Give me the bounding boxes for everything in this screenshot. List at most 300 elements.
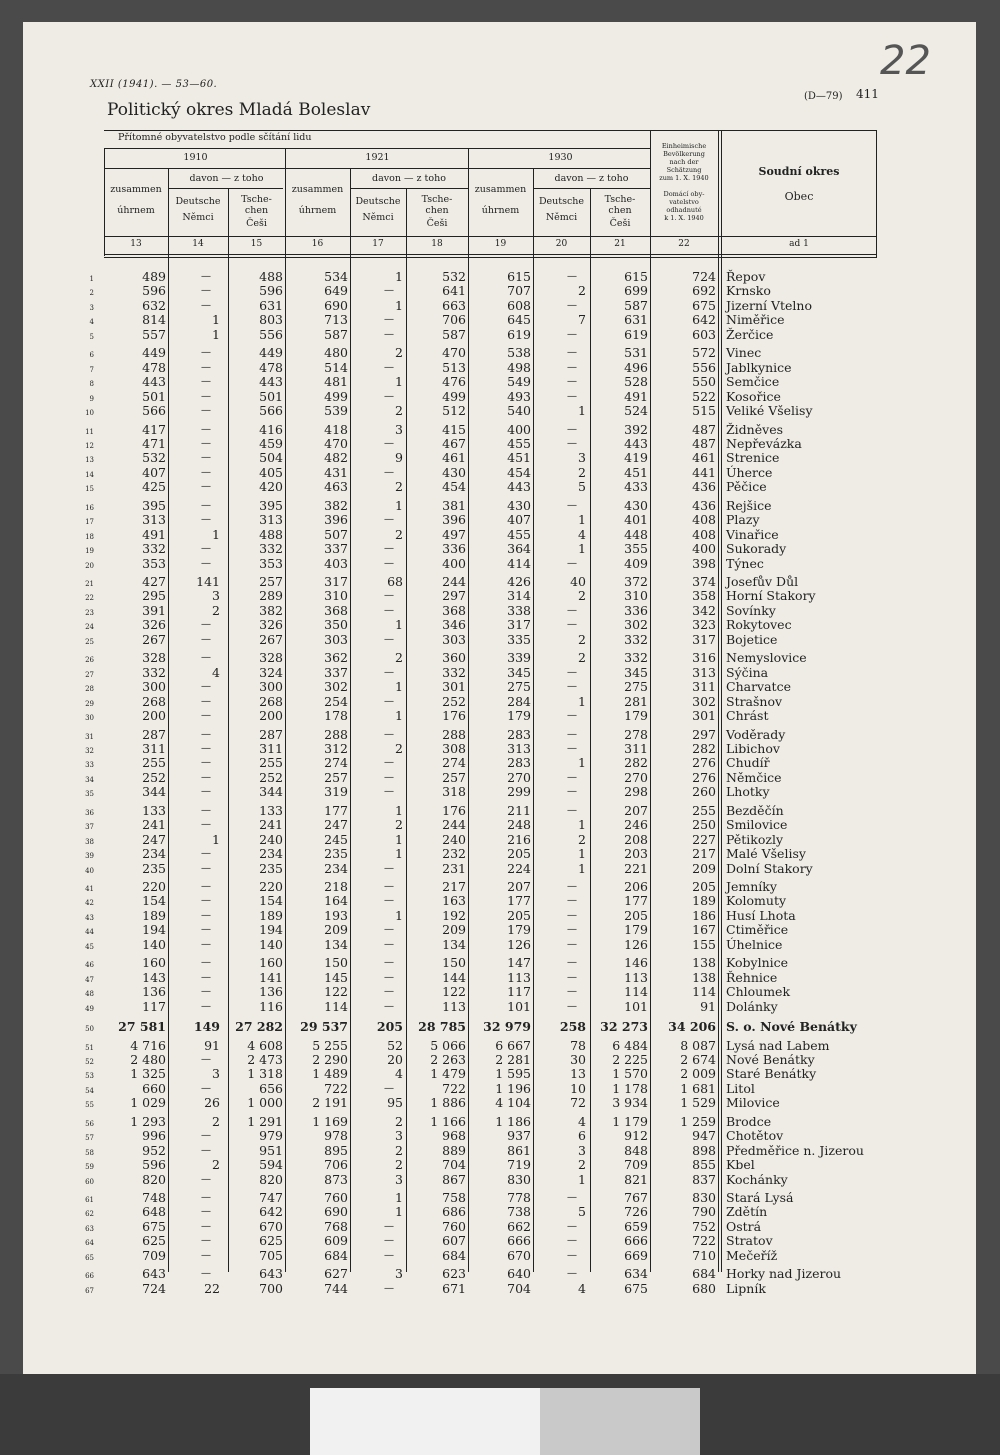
val-1930-german: — — [567, 619, 577, 631]
val-1940-estimate: 790 — [692, 1204, 716, 1220]
val-1940-estimate: 34 206 — [668, 1019, 716, 1035]
val-1910-czech: 449 — [259, 345, 283, 361]
val-1910-total: 194 — [142, 922, 166, 938]
val-1910-german: 3 — [212, 588, 220, 604]
val-1940-estimate: 441 — [692, 464, 716, 480]
val-1910-czech: 324 — [259, 664, 283, 680]
val-1930-german: — — [567, 971, 577, 983]
val-1921-total: 895 — [324, 1142, 348, 1158]
val-1921-german: 95 — [387, 1095, 403, 1111]
val-1921-total: 873 — [324, 1171, 348, 1187]
row-number: 2 — [89, 289, 94, 298]
val-1910-czech: 267 — [259, 631, 283, 647]
val-1921-czech: 623 — [442, 1266, 466, 1282]
val-1910-total: 313 — [142, 512, 166, 528]
chen-header: chen — [608, 205, 632, 216]
val-1910-german: — — [201, 938, 211, 950]
val-1921-czech: 400 — [442, 555, 466, 571]
val-1940-estimate: 282 — [692, 740, 716, 756]
val-1910-german: 1 — [212, 326, 220, 342]
val-1921-czech: 532 — [442, 269, 466, 284]
row-number: 65 — [85, 1253, 94, 1262]
row-number: 63 — [85, 1224, 94, 1233]
row-number: 14 — [85, 470, 94, 479]
val-1930-czech: 912 — [624, 1128, 648, 1144]
col-number: 21 — [614, 239, 626, 249]
val-1930-czech: 332 — [624, 631, 648, 647]
row-number: 10 — [85, 409, 94, 418]
val-1921-total: 312 — [324, 740, 348, 756]
val-1910-total: 133 — [142, 802, 166, 818]
val-1921-total: 368 — [324, 602, 348, 618]
val-1930-german: 40 — [570, 574, 586, 589]
val-1921-total: 482 — [324, 450, 348, 466]
val-1930-czech: 282 — [624, 755, 648, 771]
val-1930-czech: 1 570 — [612, 1066, 648, 1082]
val-1910-total: 267 — [142, 631, 166, 647]
val-1921-german: — — [384, 604, 394, 616]
val-1921-total: 5 255 — [312, 1037, 348, 1053]
val-1910-total: 300 — [142, 679, 166, 695]
row-number: 34 — [85, 775, 94, 784]
val-1921-total: 317 — [324, 574, 348, 589]
val-1910-czech: 488 — [259, 269, 283, 284]
val-1930-total: 205 — [507, 907, 531, 923]
table-caption: Přítomné obyvatelstvo podle sčítání lidu — [118, 132, 312, 143]
val-1930-german: — — [567, 1192, 577, 1203]
municipality-name: Chrást — [726, 708, 769, 724]
val-1940-estimate: 461 — [692, 450, 716, 466]
municipality-name: Bojetice — [726, 631, 778, 647]
val-1921-german: — — [384, 1000, 394, 1012]
val-1930-total: 6 667 — [495, 1037, 531, 1053]
rule — [104, 254, 877, 255]
val-1910-total: 471 — [142, 435, 166, 451]
val-1921-total: 193 — [324, 907, 348, 923]
val-1930-czech: 302 — [624, 617, 648, 633]
val-1921-german: — — [384, 1220, 394, 1232]
val-1921-german: 205 — [376, 1019, 403, 1035]
val-1930-czech: 821 — [624, 1171, 648, 1187]
municipality-name: Staré Benátky — [726, 1066, 817, 1082]
val-1940-estimate: 724 — [692, 269, 716, 284]
val-1930-total: 147 — [507, 955, 531, 971]
val-1921-czech: 176 — [442, 708, 466, 724]
val-1940-estimate: 830 — [692, 1190, 716, 1205]
val-1940-estimate: 313 — [692, 664, 716, 680]
val-1921-czech: 122 — [442, 984, 466, 1000]
val-1910-total: 1 293 — [130, 1113, 166, 1129]
val-1910-german: — — [201, 757, 211, 769]
val-1930-czech: 675 — [624, 1280, 648, 1296]
val-1930-total: 619 — [507, 326, 531, 342]
row-number: 31 — [85, 732, 94, 741]
val-1910-czech: 287 — [259, 726, 283, 742]
val-1921-german: 1 — [395, 617, 403, 633]
table-top-rule — [104, 130, 877, 131]
val-1921-total: 760 — [324, 1190, 348, 1205]
val-1910-german: — — [201, 924, 211, 936]
val-1921-total: 1 169 — [312, 1113, 348, 1129]
val-1930-total: 640 — [507, 1266, 531, 1282]
val-1921-german: — — [384, 328, 394, 340]
val-1930-total: 861 — [507, 1142, 531, 1158]
val-1940-estimate: 408 — [692, 526, 716, 542]
val-1921-german: — — [384, 757, 394, 769]
val-1930-total: 830 — [507, 1171, 531, 1187]
val-1910-total: 407 — [142, 464, 166, 480]
row-number: 59 — [85, 1163, 94, 1172]
val-1921-german: — — [384, 957, 394, 969]
row-number: 48 — [85, 990, 94, 999]
val-1910-german: — — [201, 819, 211, 831]
row-number: 20 — [85, 561, 94, 570]
col-number: 17 — [372, 239, 384, 249]
val-1921-total: 288 — [324, 726, 348, 742]
val-1930-total: 283 — [507, 755, 531, 771]
domaci-header: Domácí oby- vatelstvo odhadnuté k 1. X. 1940 — [663, 190, 705, 222]
val-1910-czech: 459 — [259, 435, 283, 451]
val-1910-total: 234 — [142, 846, 166, 862]
municipality-name: Ctiměřice — [726, 922, 789, 938]
val-1930-german: — — [567, 557, 577, 569]
val-1921-total: 150 — [324, 955, 348, 971]
val-1930-czech: 448 — [624, 526, 648, 542]
val-1930-czech: 528 — [624, 374, 648, 390]
val-1910-total: 427 — [142, 574, 166, 589]
val-1910-total: 952 — [142, 1142, 166, 1158]
val-1930-total: 338 — [507, 602, 531, 618]
val-1921-total: 684 — [324, 1247, 348, 1263]
val-1930-german: 72 — [570, 1095, 586, 1111]
municipality-name: Stará Lysá — [726, 1190, 794, 1205]
val-1921-czech: 303 — [442, 631, 466, 647]
val-1921-total: 257 — [324, 769, 348, 785]
val-1930-total: 248 — [507, 817, 531, 833]
val-1930-german: — — [567, 361, 577, 373]
val-1921-german: — — [384, 728, 394, 740]
row-number: 23 — [85, 608, 94, 617]
val-1930-german: 4 — [578, 526, 586, 542]
val-1940-estimate: 722 — [692, 1233, 716, 1249]
val-1910-total: 136 — [142, 984, 166, 1000]
val-1910-total: 449 — [142, 345, 166, 361]
val-1921-total: 274 — [324, 755, 348, 771]
val-1910-german: 141 — [196, 574, 220, 589]
val-1910-czech: 501 — [259, 388, 283, 404]
val-1930-czech: 208 — [624, 831, 648, 847]
row-number: 1 — [89, 275, 94, 283]
val-1930-czech: 246 — [624, 817, 648, 833]
row-number: 11 — [85, 427, 94, 436]
val-1930-german: 6 — [578, 1128, 586, 1144]
val-1910-german: — — [201, 1173, 211, 1185]
val-1930-total: 426 — [507, 574, 531, 589]
municipality-name: Kochánky — [726, 1171, 788, 1187]
val-1910-german: — — [201, 681, 211, 693]
val-1910-total: 295 — [142, 588, 166, 604]
val-1921-german: 2 — [395, 1142, 403, 1158]
val-1910-german: — — [201, 986, 211, 998]
val-1940-estimate: 400 — [692, 541, 716, 557]
row-number: 6 — [89, 351, 94, 360]
val-1921-czech: 5 066 — [430, 1037, 466, 1053]
val-1930-german: 1 — [578, 1171, 586, 1187]
val-1921-total: 507 — [324, 526, 348, 542]
val-1930-german: — — [567, 1249, 577, 1261]
val-1921-total: 587 — [324, 326, 348, 342]
section-code: (D—79) — [804, 91, 843, 102]
val-1910-total: 200 — [142, 708, 166, 724]
row-number: 15 — [85, 485, 94, 494]
val-1921-german: — — [384, 695, 394, 707]
row-number: 57 — [85, 1134, 94, 1143]
val-1930-czech: 336 — [624, 602, 648, 618]
val-1921-german: 2 — [395, 1113, 403, 1129]
val-1910-german: 1 — [212, 831, 220, 847]
uhrnem-header: úhrnem — [117, 205, 155, 216]
obec-header: Obec — [784, 190, 814, 203]
val-1930-total: 400 — [507, 421, 531, 437]
municipality-name: Nemyslovice — [726, 650, 807, 666]
val-1921-german: — — [384, 314, 394, 326]
val-1921-czech: 176 — [442, 802, 466, 818]
page-number: 411 — [856, 87, 879, 101]
val-1921-german: — — [384, 514, 394, 526]
val-1921-total: 481 — [324, 374, 348, 390]
val-1921-german: — — [384, 666, 394, 678]
val-1910-czech: 420 — [259, 479, 283, 495]
val-1930-total: 179 — [507, 922, 531, 938]
col-number: 20 — [555, 239, 568, 249]
val-1910-total: 557 — [142, 326, 166, 342]
val-1940-estimate: 692 — [692, 283, 716, 299]
val-1921-total: 431 — [324, 464, 348, 480]
row-number: 61 — [85, 1196, 94, 1204]
row-number: 9 — [89, 394, 94, 403]
val-1940-estimate: 8 087 — [680, 1037, 716, 1053]
val-1930-czech: 709 — [624, 1157, 648, 1173]
municipality-name: Nepřevázka — [726, 435, 802, 451]
val-1910-czech: 311 — [259, 740, 283, 756]
val-1921-total: 1 489 — [312, 1066, 348, 1082]
val-1921-total: 978 — [324, 1128, 348, 1144]
val-1921-czech: 360 — [442, 650, 466, 666]
val-1910-czech: 951 — [259, 1142, 283, 1158]
val-1910-german: — — [201, 466, 211, 478]
val-1930-czech: 126 — [624, 936, 648, 952]
val-1921-german: — — [384, 437, 394, 449]
val-1921-czech: 686 — [442, 1204, 466, 1220]
val-1930-czech: 491 — [624, 388, 648, 404]
davon-header: davon — z toho — [554, 173, 629, 184]
row-number: 51 — [85, 1043, 94, 1052]
val-1910-czech: 332 — [259, 541, 283, 557]
val-1930-total: 778 — [507, 1190, 531, 1205]
row-number: 66 — [85, 1272, 94, 1281]
val-1921-czech: 671 — [442, 1280, 466, 1296]
val-1930-total: 224 — [507, 860, 531, 876]
val-1921-czech: 134 — [442, 936, 466, 952]
val-1930-czech: 443 — [624, 435, 648, 451]
year-1921: 1921 — [365, 152, 390, 163]
val-1910-total: 332 — [142, 664, 166, 680]
val-1910-czech: 700 — [259, 1280, 283, 1296]
val-1930-czech: 1 178 — [612, 1080, 648, 1096]
val-1930-german: 3 — [578, 1142, 586, 1158]
val-1930-german: — — [567, 938, 577, 950]
rule — [533, 188, 650, 189]
val-1910-german: — — [201, 633, 211, 645]
val-1930-total: 207 — [507, 879, 531, 894]
val-1940-estimate: 186 — [692, 907, 716, 923]
val-1921-total: 609 — [324, 1233, 348, 1249]
val-1921-german: 1 — [395, 679, 403, 695]
val-1921-german: 2 — [395, 650, 403, 666]
val-1940-estimate: 302 — [692, 693, 716, 709]
val-1930-total: 32 979 — [483, 1019, 531, 1035]
val-1930-total: 414 — [507, 555, 531, 571]
val-1921-german: — — [384, 390, 394, 402]
val-1921-czech: 144 — [442, 969, 466, 985]
val-1910-german: — — [201, 390, 211, 402]
row-number: 33 — [85, 761, 94, 770]
cesi-header: Češi — [426, 218, 448, 229]
val-1930-german: — — [567, 271, 577, 282]
municipality-name: Řepov — [726, 269, 766, 284]
val-1921-german: 2 — [395, 345, 403, 361]
val-1910-german: 2 — [212, 1113, 220, 1129]
val-1910-czech: 803 — [259, 312, 283, 328]
val-1921-czech: 867 — [442, 1171, 466, 1187]
val-1940-estimate: 408 — [692, 512, 716, 528]
val-1910-total: 425 — [142, 479, 166, 495]
val-1921-german: — — [384, 361, 394, 373]
val-1910-total: 489 — [142, 269, 166, 284]
municipality-name: Sukorady — [726, 541, 787, 557]
val-1921-german: — — [384, 466, 394, 478]
page-title: Politický okres Mladá Boleslav — [107, 100, 371, 120]
val-1910-total: 443 — [142, 374, 166, 390]
val-1910-german: 2 — [212, 602, 220, 618]
val-1921-czech: 470 — [442, 345, 466, 361]
einheim-header: Einheimische Bevölkerung nach der Schätzung zum 1. X. 1940 — [659, 142, 709, 182]
municipality-name: S. o. Nové Benátky — [726, 1019, 857, 1035]
row-number: 22 — [85, 594, 94, 603]
municipality-name: Chloumek — [726, 984, 791, 1000]
val-1930-german: 2 — [578, 588, 586, 604]
val-1910-german: — — [201, 957, 211, 969]
val-1930-german: 13 — [570, 1066, 586, 1082]
rule — [350, 188, 468, 189]
val-1910-german: — — [201, 452, 211, 464]
row-number: 56 — [85, 1119, 94, 1128]
val-1940-estimate: 311 — [692, 679, 716, 695]
val-1930-german: — — [567, 1235, 577, 1247]
val-1930-total: 2 281 — [495, 1051, 531, 1067]
row-number: 17 — [85, 518, 94, 527]
val-1910-czech: 1 291 — [247, 1113, 283, 1129]
val-1910-czech: 1 000 — [247, 1095, 283, 1111]
val-1910-total: 2 480 — [130, 1051, 166, 1067]
val-1910-czech: 405 — [259, 464, 283, 480]
val-1910-german: — — [201, 786, 211, 798]
val-1930-german: 1 — [578, 403, 586, 419]
val-1930-czech: 392 — [624, 421, 648, 437]
cesi-header: Češi — [609, 218, 631, 229]
municipality-name: Smilovice — [726, 817, 788, 833]
row-number: 12 — [85, 441, 94, 450]
row-number: 37 — [85, 823, 94, 832]
val-1910-czech: 27 282 — [235, 1019, 283, 1035]
val-1930-german: — — [567, 347, 577, 359]
val-1910-czech: 594 — [259, 1157, 283, 1173]
val-1930-total: 113 — [507, 969, 531, 985]
row-number: 39 — [85, 852, 94, 861]
val-1921-total: 234 — [324, 860, 348, 876]
val-1910-czech: 416 — [259, 421, 283, 437]
val-1910-czech: 136 — [259, 984, 283, 1000]
val-1921-german: 2 — [395, 526, 403, 542]
val-1930-czech: 531 — [624, 345, 648, 361]
val-1930-czech: 372 — [624, 574, 648, 589]
row-number: 60 — [85, 1177, 94, 1186]
val-1910-total: 820 — [142, 1171, 166, 1187]
volume-reference: XXII (1941). — 53—60. — [90, 79, 218, 90]
val-1910-german: — — [201, 848, 211, 860]
municipality-name: Milovice — [726, 1095, 780, 1111]
val-1910-german: — — [201, 695, 211, 707]
val-1930-czech: 496 — [624, 359, 648, 375]
municipality-name: Krnsko — [726, 283, 771, 299]
row-number: 53 — [85, 1072, 94, 1081]
val-1910-german: 91 — [204, 1037, 220, 1053]
deutsche-header: Deutsche — [355, 196, 401, 207]
val-1910-total: 268 — [142, 693, 166, 709]
val-1921-total: 418 — [324, 421, 348, 437]
val-1921-czech: 663 — [442, 297, 466, 313]
val-1930-czech: 1 179 — [612, 1113, 648, 1129]
val-1930-german: 1 — [578, 512, 586, 528]
val-1921-total: 713 — [324, 312, 348, 328]
val-1930-czech: 2 225 — [612, 1051, 648, 1067]
val-1921-czech: 461 — [442, 450, 466, 466]
val-1930-czech: 726 — [624, 1204, 648, 1220]
val-1921-czech: 684 — [442, 1247, 466, 1263]
row-number: 29 — [85, 699, 94, 708]
municipality-name: Kolomuty — [726, 893, 787, 909]
val-1921-total: 744 — [324, 1280, 348, 1296]
val-1930-german: 2 — [578, 1157, 586, 1173]
val-1910-total: 532 — [142, 450, 166, 466]
nemci-header: Němci — [362, 212, 394, 223]
row-number: 18 — [85, 532, 94, 541]
val-1910-total: 328 — [142, 650, 166, 666]
val-1930-total: 313 — [507, 740, 531, 756]
row-number: 49 — [85, 1004, 94, 1013]
val-1910-german: — — [201, 804, 211, 816]
val-1930-total: 549 — [507, 374, 531, 390]
val-1930-total: 335 — [507, 631, 531, 647]
val-1910-czech: 268 — [259, 693, 283, 709]
val-1921-czech: 704 — [442, 1157, 466, 1173]
val-1921-total: 134 — [324, 936, 348, 952]
val-1930-czech: 669 — [624, 1247, 648, 1263]
val-1910-total: 252 — [142, 769, 166, 785]
zusammen-header: zusammen — [291, 184, 344, 195]
val-1930-total: 101 — [507, 998, 531, 1014]
val-1910-total: 478 — [142, 359, 166, 375]
